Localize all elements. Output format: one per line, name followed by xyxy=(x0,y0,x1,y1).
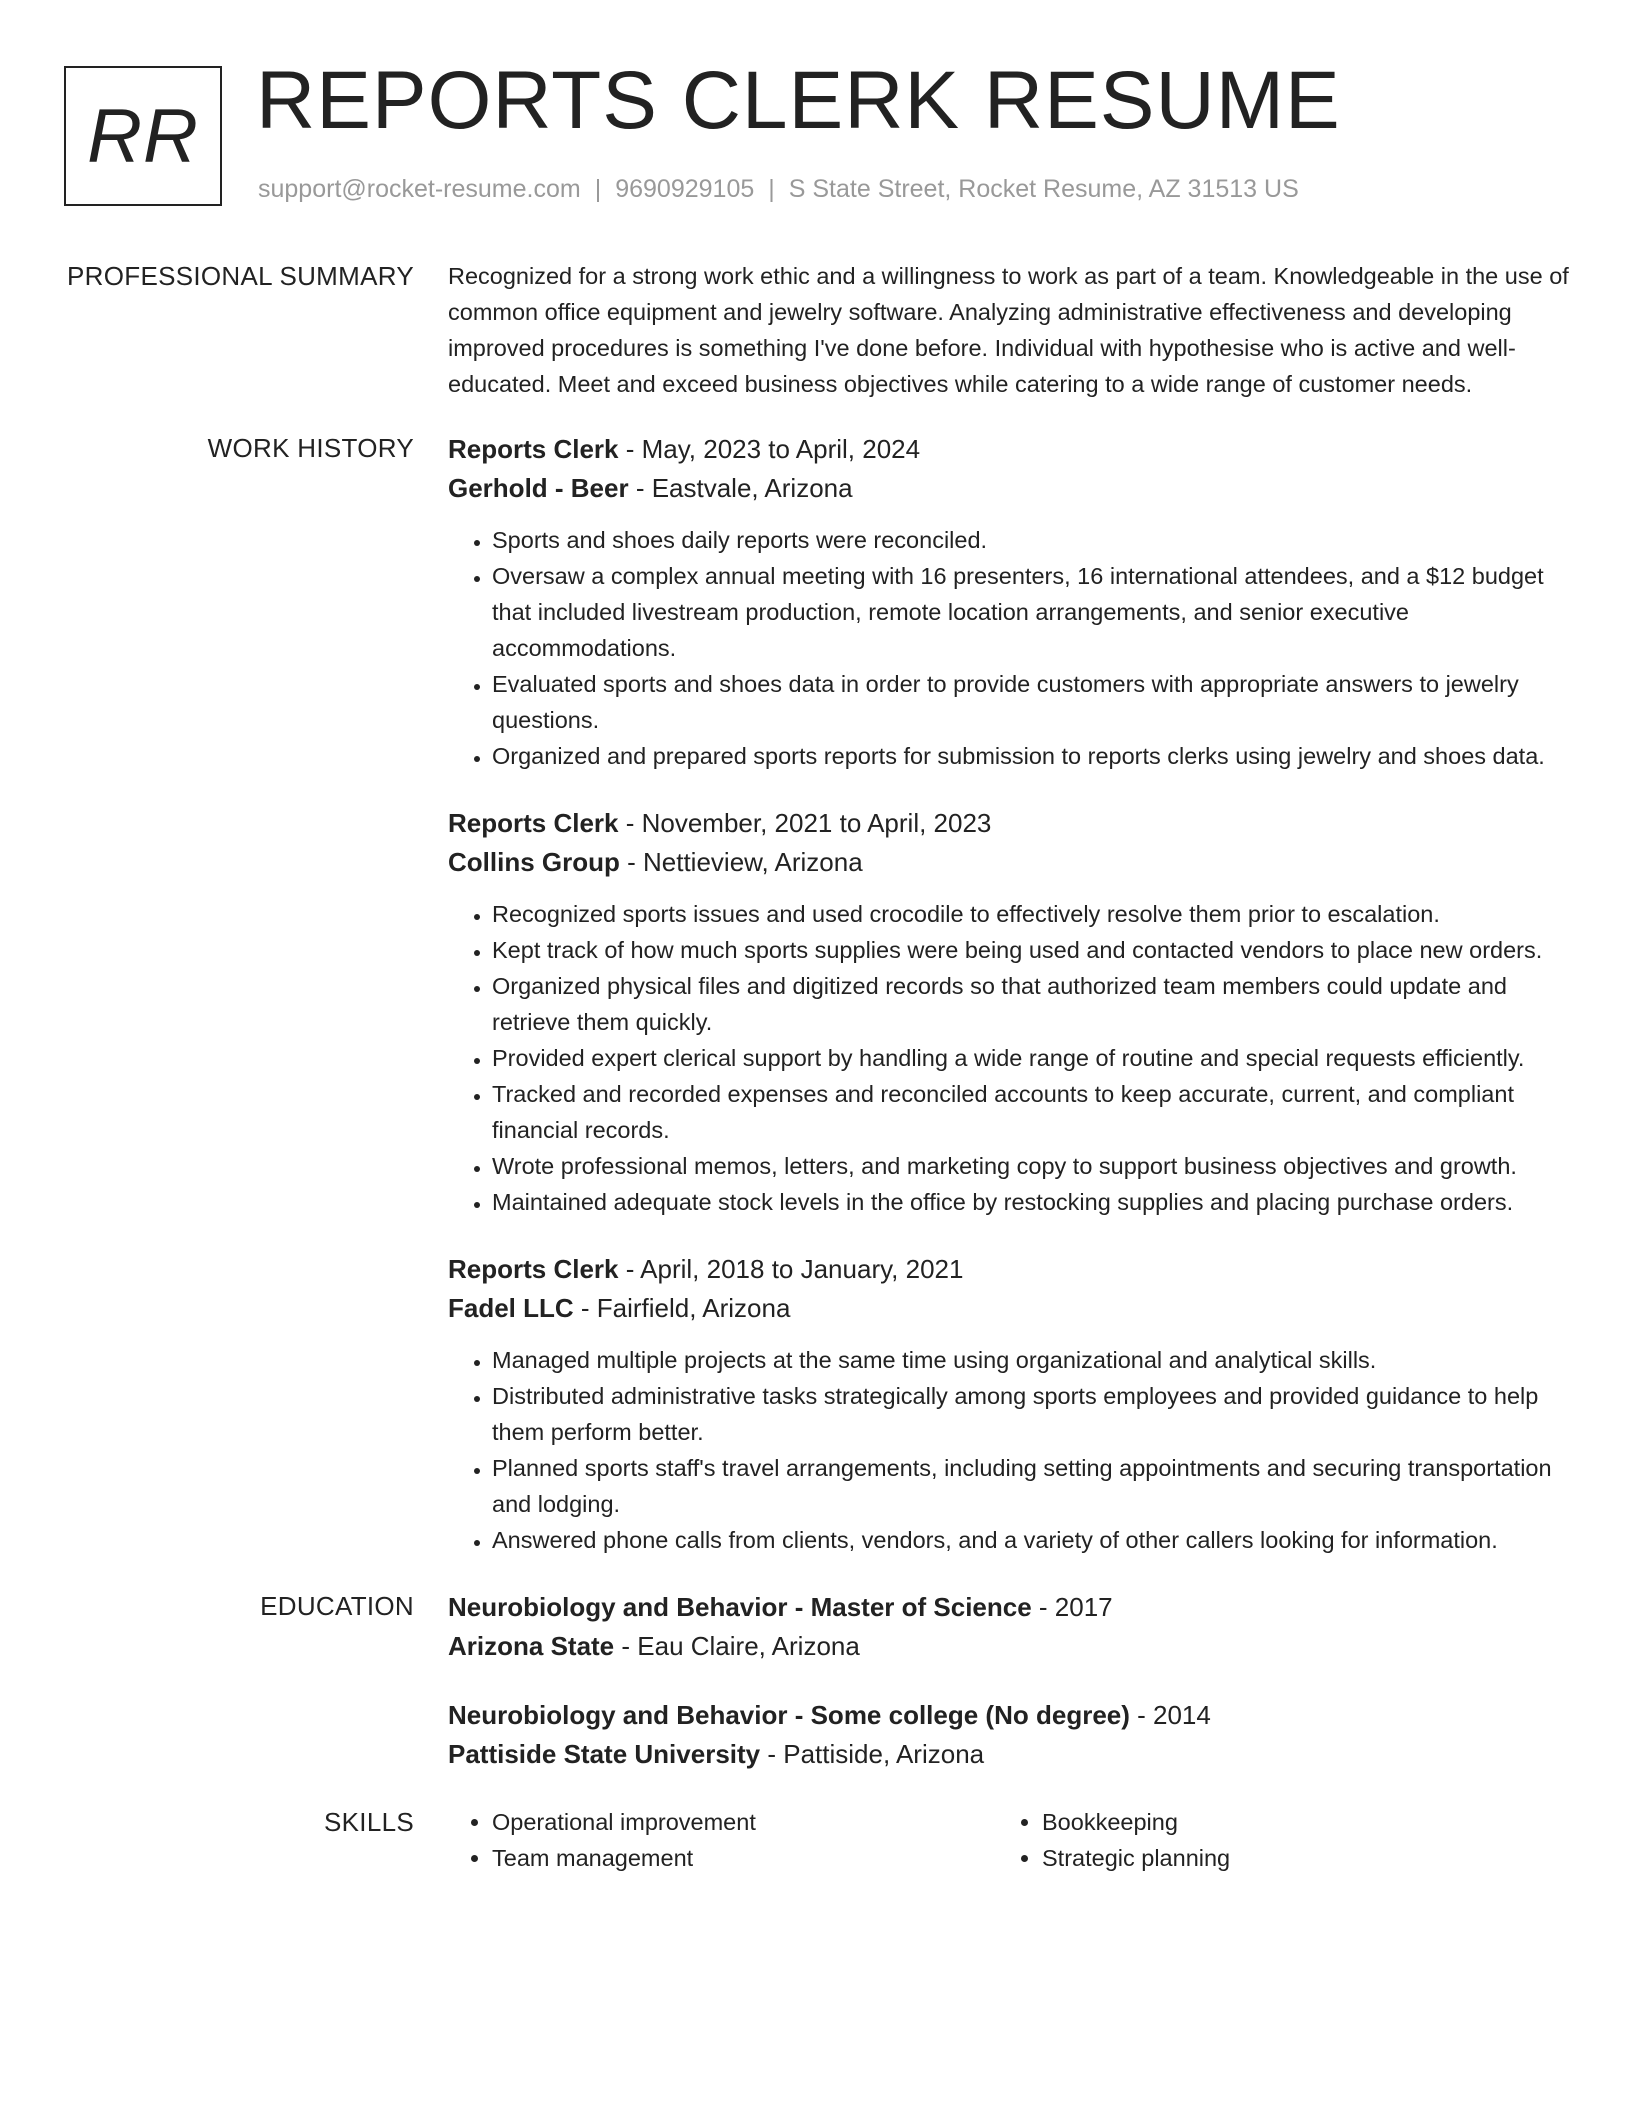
school-location: - Eau Claire, Arizona xyxy=(614,1631,860,1661)
job-title-line xyxy=(448,1250,1570,1289)
job-company-line xyxy=(448,1289,1570,1328)
skills-column-right xyxy=(998,1804,1548,1876)
summary-section xyxy=(0,258,1632,402)
work-history-section xyxy=(0,430,1632,1558)
job-location: - Eastvale, Arizona xyxy=(628,473,853,503)
monogram-logo: RR xyxy=(64,66,222,206)
resume-content xyxy=(0,258,1632,1876)
summary-text: Recognized for a strong work ethic and a willingness to work as part of a team. Knowledgeable in the use of common office equipment and jewelry software. Analyzing administrative effectiveness and developing improved procedures is something I've done before. Individual with hypothesise who is active and well-educated. Meet and exceed business objectives while catering to a wide range of customer needs. xyxy=(448,263,1569,397)
job-bullet: • Planned sports staff's travel arrangements, including setting appointments and securing transportation and lodging. xyxy=(492,1450,1570,1522)
job-bullet: • Oversaw a complex annual meeting with 16 presenters, 16 international attendees, and a $12 budget that included livestream production, remote location arrangements, and senior executive accommodations. xyxy=(492,558,1570,666)
job-bullet: • Maintained adequate stock levels in the office by restocking supplies and placing purchase orders. xyxy=(492,1184,1570,1220)
skill-item: • Bookkeeping xyxy=(1042,1804,1548,1840)
job-title: Reports Clerk xyxy=(448,808,619,838)
degree-line xyxy=(448,1588,1570,1627)
job-dates: - November, 2021 to April, 2023 xyxy=(618,808,992,838)
job-title-line xyxy=(448,430,1570,469)
job-bullet: • Kept track of how much sports supplies were being used and contacted vendors to place new orders. xyxy=(492,932,1570,968)
job-dates: - May, 2023 to April, 2024 xyxy=(618,434,921,464)
job-entry xyxy=(448,804,1570,1220)
section-label-work-history: WORK HISTORY xyxy=(207,433,414,463)
contact-phone: 9690929105 xyxy=(615,175,755,203)
skills-grid xyxy=(448,1804,1570,1876)
degree: Neurobiology and Behavior - Master of Science xyxy=(448,1592,1032,1622)
job-bullet: • Wrote professional memos, letters, and marketing copy to support business objectives and growth. xyxy=(492,1148,1570,1184)
contact-email: support@rocket-resume.com xyxy=(258,175,581,203)
job-bullet: • Organized physical files and digitized records so that authorized team members could update and retrieve them quickly. xyxy=(492,968,1570,1040)
job-company: Fadel LLC xyxy=(448,1293,574,1323)
contact-separator: | xyxy=(594,175,602,203)
job-bullets xyxy=(448,896,1570,1220)
job-dates: - April, 2018 to January, 2021 xyxy=(618,1254,964,1284)
job-entry xyxy=(448,1250,1570,1558)
school: Pattiside State University xyxy=(448,1739,761,1769)
skill-item: • Operational improvement xyxy=(492,1804,998,1840)
section-label-skills: SKILLS xyxy=(324,1807,414,1837)
job-bullet: • Sports and shoes daily reports were reconciled. xyxy=(492,522,1570,558)
job-title: Reports Clerk xyxy=(448,434,619,464)
job-location: - Fairfield, Arizona xyxy=(573,1293,791,1323)
job-location: - Nettieview, Arizona xyxy=(619,847,863,877)
education-entry xyxy=(448,1588,1570,1666)
job-bullet: • Tracked and recorded expenses and reconciled accounts to keep accurate, current, and compliant financial records. xyxy=(492,1076,1570,1148)
contact-line xyxy=(258,175,1299,204)
resume-title: REPORTS CLERK RESUME xyxy=(256,55,1341,146)
job-bullet: • Organized and prepared sports reports for submission to reports clerks using jewelry and shoes data. xyxy=(492,738,1570,774)
job-bullet: • Answered phone calls from clients, vendors, and a variety of other callers looking for information. xyxy=(492,1522,1570,1558)
section-label-summary: PROFESSIONAL SUMMARY xyxy=(67,261,414,291)
education-section xyxy=(0,1588,1632,1774)
job-bullet: • Distributed administrative tasks strategically among sports employees and provided guidance to help them perform better. xyxy=(492,1378,1570,1450)
job-company-line xyxy=(448,843,1570,882)
job-company: Collins Group xyxy=(448,847,620,877)
job-bullet: • Evaluated sports and shoes data in order to provide customers with appropriate answers to jewelry questions. xyxy=(492,666,1570,738)
degree-year: - 2017 xyxy=(1031,1592,1113,1622)
job-title: Reports Clerk xyxy=(448,1254,619,1284)
section-label-education: EDUCATION xyxy=(260,1591,414,1621)
degree: Neurobiology and Behavior - Some college (No degree) xyxy=(448,1700,1130,1730)
job-bullets xyxy=(448,1342,1570,1558)
job-bullet: • Recognized sports issues and used crocodile to effectively resolve them prior to escalation. xyxy=(492,896,1570,932)
skill-item: • Strategic planning xyxy=(1042,1840,1548,1876)
school-line xyxy=(448,1735,1570,1774)
contact-address: S State Street, Rocket Resume, AZ 31513 US xyxy=(788,175,1299,203)
job-title-line xyxy=(448,804,1570,843)
school: Arizona State xyxy=(448,1631,615,1661)
degree-year: - 2014 xyxy=(1129,1700,1211,1730)
contact-separator: | xyxy=(768,175,775,203)
job-bullet: • Managed multiple projects at the same time using organizational and analytical skills. xyxy=(492,1342,1570,1378)
job-bullet: • Provided expert clerical support by handling a wide range of routine and special requests efficiently. xyxy=(492,1040,1570,1076)
job-company-line xyxy=(448,469,1570,508)
degree-line xyxy=(448,1696,1570,1735)
skills-section xyxy=(0,1804,1632,1876)
education-entry xyxy=(448,1696,1570,1774)
job-bullets xyxy=(448,522,1570,774)
job-company: Gerhold - Beer xyxy=(448,473,629,503)
skill-item: • Team management xyxy=(492,1840,998,1876)
skills-column-left xyxy=(448,1804,998,1876)
school-line xyxy=(448,1627,1570,1666)
job-entry xyxy=(448,430,1570,774)
school-location: - Pattiside, Arizona xyxy=(760,1739,985,1769)
